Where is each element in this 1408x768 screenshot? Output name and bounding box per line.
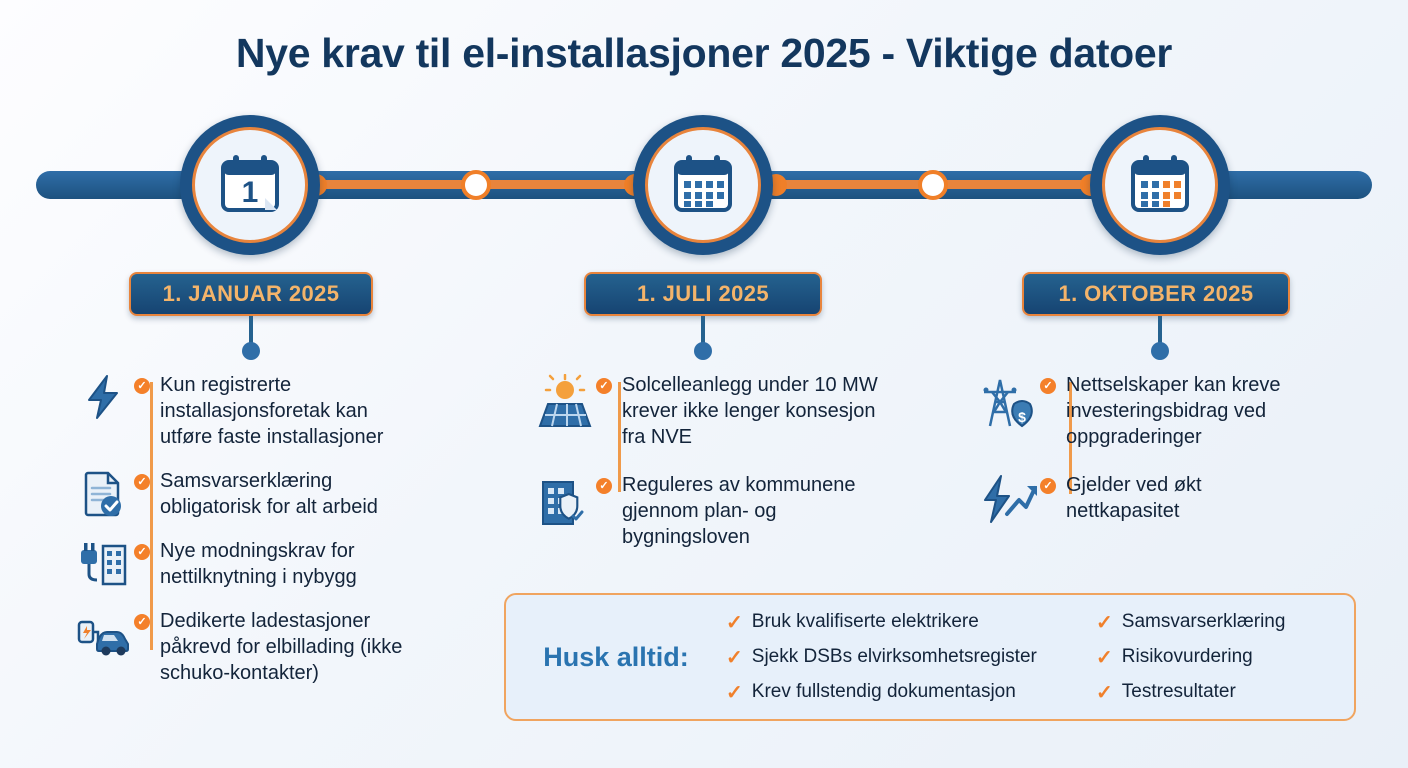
document-check-icon (72, 468, 134, 518)
list-item-text: Dedikerte ladestasjoner påkrevd for elbillading (ikke schuko-kontakter) (160, 610, 403, 684)
bolt-growth-arrow-icon (978, 472, 1040, 526)
reminder-item (726, 610, 1096, 635)
calendar-grid-orange-icon (1125, 150, 1195, 220)
list-item (534, 372, 934, 450)
date-label-july-text: 1. JULI 2025 (637, 281, 769, 306)
list-item (978, 372, 1378, 450)
ev-charging-car-icon (72, 608, 134, 658)
calendar-grid-icon (668, 150, 738, 220)
list-item (978, 472, 1378, 526)
stem-dot-july (694, 342, 712, 360)
reminder-columns (726, 605, 1358, 710)
reminder-column-a (726, 605, 1096, 710)
reminder-item-text: Samsvarserklæring (1121, 611, 1286, 632)
reminder-item-text: Sjekk DSBs elvirksomhetsregister (751, 646, 1037, 667)
list-item (72, 608, 492, 686)
date-label-january-text: 1. JANUAR 2025 (162, 281, 340, 306)
bullet-icon (134, 614, 150, 630)
page-title: Nye krav til el-installasjoner 2025 - Viktige datoer (235, 30, 1173, 76)
svg-text:1: 1 (241, 176, 259, 209)
check-icon: ✓ (726, 681, 743, 704)
list-item (72, 468, 492, 520)
date-label-july (584, 272, 822, 316)
power-pylon-money-icon (978, 372, 1040, 434)
lightning-bolt-icon (72, 372, 134, 420)
date-label-october (1022, 272, 1290, 316)
list-item-text: Nye modningskrav for nettilknytning i nybygg (160, 540, 357, 588)
reminder-item-text: Bruk kvalifiserte elektrikere (751, 611, 979, 632)
check-icon: ✓ (1096, 646, 1113, 669)
list-item-text: Nettselskaper kan kreve investeringsbidrag ved oppgraderinger (1066, 374, 1281, 448)
date-label-october-text: 1. OKTOBER 2025 (1058, 281, 1254, 306)
timeline-node-ring-1 (461, 170, 491, 200)
list-item-text: Kun registrerte installasjonsforetak kan utføre faste installasjoner (160, 374, 384, 448)
date-label-january (129, 272, 373, 316)
milestone-items-january (72, 372, 492, 704)
stem-dot-january (242, 342, 260, 360)
reminder-column-b (1096, 605, 1346, 710)
solar-panel-sun-icon (534, 372, 596, 434)
bullet-icon (134, 378, 150, 394)
reminder-item (1096, 645, 1346, 670)
stem-dot-october (1151, 342, 1169, 360)
bullet-icon (134, 474, 150, 490)
bullet-icon (1040, 478, 1056, 494)
check-icon: ✓ (726, 611, 743, 634)
plug-building-icon (72, 538, 134, 590)
bullet-icon (596, 378, 612, 394)
milestone-items-october (978, 372, 1378, 544)
list-item-text: Reguleres av kommunene gjennom plan- og bygningsloven (622, 474, 856, 548)
reminder-item-text: Krev fullstendig dokumentasjon (751, 681, 1016, 702)
svg-text:$: $ (1018, 409, 1026, 425)
milestone-items-july (534, 372, 934, 568)
bullet-icon (1040, 378, 1056, 394)
list-item-text: Samsvarserklæring obligatorisk for alt arbeid (160, 470, 378, 518)
municipal-building-shield-icon (534, 472, 596, 530)
bullet-icon (596, 478, 612, 494)
calendar-day-1-icon (215, 150, 285, 220)
list-item-text: Solcelleanlegg under 10 MW krever ikke lenger konsesjon fra NVE (622, 374, 878, 448)
milestone-circle-july (633, 115, 773, 255)
list-item-text: Gjelder ved økt nettkapasitet (1066, 474, 1202, 522)
check-icon: ✓ (1096, 681, 1113, 704)
reminder-item (726, 680, 1096, 705)
milestone-circle-january (180, 115, 320, 255)
reminder-item-text: Testresultater (1121, 681, 1236, 702)
bullet-icon (134, 544, 150, 560)
milestone-circle-october (1090, 115, 1230, 255)
list-item (534, 472, 934, 550)
reminder-title: Husk alltid: (543, 641, 689, 672)
list-item (72, 538, 492, 590)
reminder-panel (504, 593, 1356, 721)
check-icon: ✓ (726, 646, 743, 669)
reminder-item (1096, 680, 1346, 705)
reminder-item (1096, 610, 1346, 635)
reminder-item (726, 645, 1096, 670)
list-item (72, 372, 492, 450)
reminder-item-text: Risikovurdering (1121, 646, 1253, 667)
timeline-node-ring-2 (918, 170, 948, 200)
check-icon: ✓ (1096, 611, 1113, 634)
